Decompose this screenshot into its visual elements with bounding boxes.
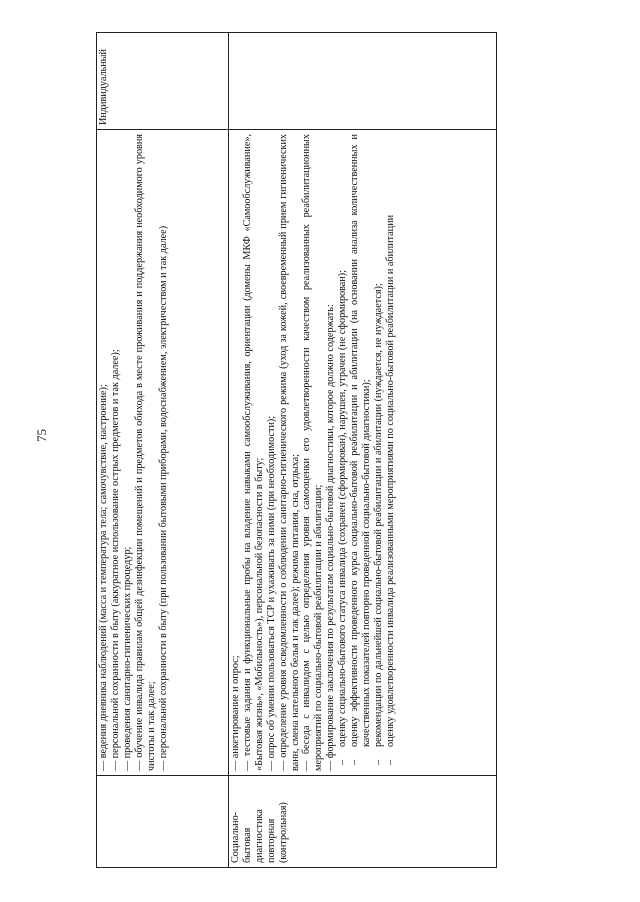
sub-list-item-text: оценку социально-бытового статуса инвалида (сохранен (сформирован), нарушен, утрачен (не сформирован); (337, 269, 349, 747)
form-cell (229, 33, 497, 130)
form-cell (97, 33, 229, 130)
dash-marker: – (372, 759, 384, 765)
list-item: — анкетирование и опрос; (230, 655, 241, 771)
list-item: — ведения дневника наблюдений (масса и температура тела; самочувствие, настроение); (98, 384, 109, 771)
sub-list-item (337, 134, 349, 771)
dash-marker: – (337, 759, 349, 765)
dash-marker: – (349, 759, 361, 765)
list-item: — беседа с инвалидом с целью определения уровня самооценки его удовлетворенности качеством реализованных реабилитационных мероприятий по социально-бытовой реабилитации и абилитации; (301, 134, 325, 771)
page-number: 75 (34, 429, 49, 443)
list-item: — обучение инвалида правилам общей дезинфекции помещений и предметов обихода в месте проживания и поддержания необходимого уровня чистоты и так далее; (133, 134, 157, 771)
sub-list-item-text: рекомендации по дальнейшей социально-бытовой реабилитации и абилитации (нуждается, не нуждается); (372, 283, 384, 747)
sub-list-item-text: оценку удовлетворенности инвалида реализованными мероприятиями по социально-бытовой реабилитации и абилитации (384, 214, 396, 747)
list-item: — опрос об умении пользоваться ТСР и ухаживать за ними (при необходимости); (265, 415, 277, 771)
rotated-page-content (96, 33, 496, 868)
sub-list-item (385, 134, 397, 771)
section-title-cell (229, 776, 497, 868)
table-row (97, 33, 229, 868)
sub-list-item (349, 134, 373, 771)
list-item: — тестовые задания и функциональные пробы на владение навыками самообслуживания, ориентации (домены МКФ «Самообслуживание», «Бытовая жизнь», «Мобильность»), персональной безопасности в быту; (241, 134, 265, 771)
measures-cell (229, 130, 497, 776)
content-table (96, 32, 497, 868)
measures-cell (97, 130, 229, 776)
list-item: — формирование заключения по результатам социально-бытовой диагностики, которое должно содержать: (325, 304, 337, 771)
table-row (229, 33, 497, 868)
list-item: — определение уровня осведомленности о соблюдении санитарно-гигиенического режима (уход за кожей, своевременный прием гигиенических ванн, смена нательного белья и так далее); режима питания, сна, отдыха; (277, 134, 301, 771)
section-title: Социально-бытовая диагностика повторная (контрольная) (230, 802, 289, 863)
sub-list-item (373, 134, 385, 771)
sub-list-item-text: оценку эффективности проведенного курса социально-бытовой реабилитации и абилитации (на основании анализа количественных и качественных показателей повторно проведенной социально-бытовой диагностики); (349, 134, 372, 747)
conclusion-sub-list (337, 134, 397, 771)
form-label: Индивидуальный (98, 49, 109, 125)
dash-marker: – (384, 759, 396, 765)
list-item: — персональной сохранности в быту (аккуратное использование острых предметов и так далее); (109, 349, 121, 771)
section-title-cell (97, 776, 229, 868)
list-item: — персональной сохранности в быту (при пользовании бытовыми приборами, водоснабжением, электричеством и так далее) (157, 225, 169, 771)
list-item: — проведения санитарно-гигиенических процедур; (121, 546, 133, 771)
